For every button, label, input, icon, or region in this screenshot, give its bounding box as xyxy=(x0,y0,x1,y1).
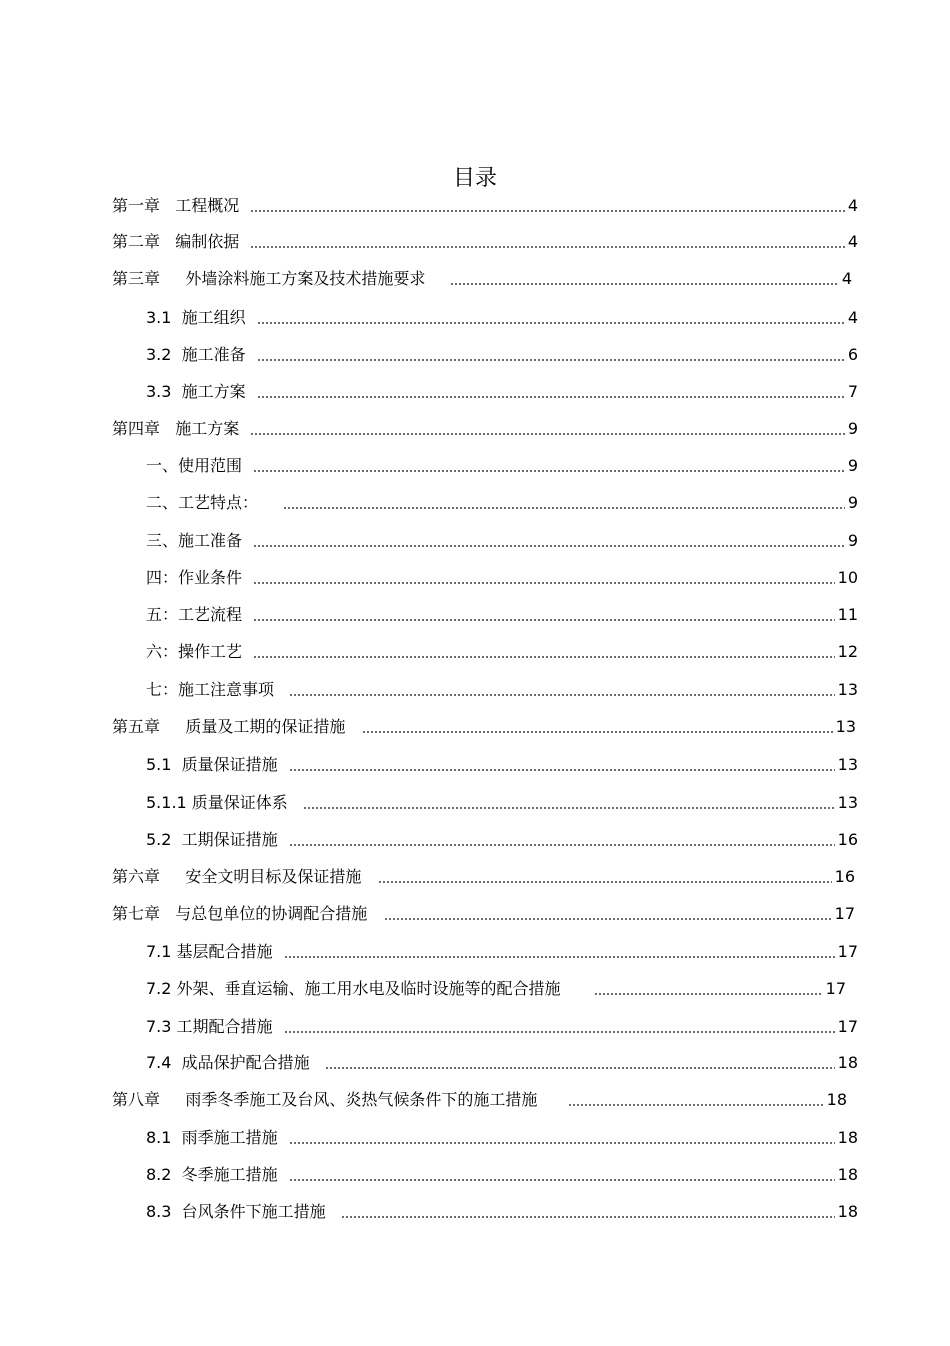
toc-entry[interactable] xyxy=(146,491,858,515)
toc-entry-label: 七：施工注意事项 xyxy=(146,680,275,699)
toc-entry-label: 第一章 工程概况 xyxy=(112,196,240,215)
toc-entry[interactable] xyxy=(112,715,856,739)
toc-entry-leader xyxy=(253,640,835,664)
toc-entry-leader xyxy=(253,603,835,627)
toc-entry[interactable] xyxy=(146,603,858,627)
toc-entry-page-number: 18 xyxy=(837,1165,858,1184)
toc-entry-page-number: 18 xyxy=(826,1090,847,1109)
toc-entry-page-number: 17 xyxy=(837,942,858,961)
toc-entry-page-number: 4 xyxy=(847,308,858,327)
toc-entry-page-number: 13 xyxy=(837,755,858,774)
toc-entry-leader xyxy=(289,1126,835,1150)
toc-entry-page-number: 13 xyxy=(837,680,858,699)
toc-entry[interactable] xyxy=(146,529,858,553)
toc-entry-leader xyxy=(362,715,832,739)
toc-entry-leader xyxy=(284,1015,835,1039)
toc-entry[interactable] xyxy=(146,977,846,1001)
toc-entry-label: 7.1 基层配合措施 xyxy=(146,942,273,961)
toc-entry-page-number: 16 xyxy=(834,867,855,886)
toc-entry[interactable] xyxy=(146,1051,858,1075)
toc-entry[interactable] xyxy=(146,380,858,404)
toc-entry-page-number: 9 xyxy=(847,456,858,475)
toc-entry-leader xyxy=(253,529,845,553)
toc-entry-leader xyxy=(289,1163,835,1187)
toc-entry-page-number: 17 xyxy=(837,1017,858,1036)
toc-entry-page-number: 4 xyxy=(847,232,858,251)
toc-entry[interactable] xyxy=(146,1015,858,1039)
toc-entry-page-number: 10 xyxy=(837,568,858,587)
toc-entry-leader xyxy=(341,1200,835,1224)
toc-entry-page-number: 17 xyxy=(825,979,846,998)
toc-entry-label: 3.3 施工方案 xyxy=(146,382,246,401)
toc-entry-page-number: 9 xyxy=(847,531,858,550)
toc-entry-label: 第四章 施工方案 xyxy=(112,419,240,438)
toc-entry[interactable] xyxy=(146,940,858,964)
toc-entry[interactable] xyxy=(146,1163,858,1187)
toc-entry-page-number: 11 xyxy=(837,605,858,624)
toc-entry-label: 8.3 台风条件下施工措施 xyxy=(146,1202,326,1221)
toc-entry[interactable] xyxy=(146,306,858,330)
toc-entry-label: 8.1 雨季施工措施 xyxy=(146,1128,278,1147)
toc-entry-leader xyxy=(289,753,835,777)
toc-entry-leader xyxy=(594,977,823,1001)
toc-entry-page-number: 4 xyxy=(847,196,858,215)
toc-entry-leader xyxy=(303,791,835,815)
toc-entry[interactable] xyxy=(112,267,852,291)
toc-entry-page-number: 13 xyxy=(835,717,856,736)
toc-entry-leader xyxy=(289,828,835,852)
toc-entry-label: 第二章 编制依据 xyxy=(112,232,240,251)
toc-entry-label: 第五章 质量及工期的保证措施 xyxy=(112,717,346,736)
toc-entry-leader xyxy=(450,267,838,291)
toc-entry[interactable] xyxy=(112,865,855,889)
toc-entry-label: 7.4 成品保护配合措施 xyxy=(146,1053,310,1072)
toc-entry-leader xyxy=(284,940,835,964)
toc-entry[interactable] xyxy=(146,343,858,367)
toc-entry-label: 8.2 冬季施工措施 xyxy=(146,1165,278,1184)
toc-entry-label: 五：工艺流程 xyxy=(146,605,243,624)
toc-entry-page-number: 9 xyxy=(847,493,858,512)
toc-entry-label: 四：作业条件 xyxy=(146,568,243,587)
toc-entry[interactable] xyxy=(146,753,858,777)
toc-entry-leader xyxy=(257,306,845,330)
toc-entry-label: 第八章 雨季冬季施工及台风、炎热气候条件下的施工措施 xyxy=(112,1090,538,1109)
toc-entry-leader xyxy=(568,1088,823,1112)
toc-entry-leader xyxy=(384,902,831,926)
toc-entry-leader xyxy=(253,566,835,590)
toc-entry-page-number: 18 xyxy=(837,1053,858,1072)
toc-title: 目录 xyxy=(452,166,497,191)
toc-entry-leader xyxy=(289,678,835,702)
toc-entry[interactable] xyxy=(112,902,855,926)
toc-entry-leader xyxy=(253,454,845,478)
toc-entry[interactable] xyxy=(146,1200,858,1224)
toc-entry-label: 5.1 质量保证措施 xyxy=(146,755,278,774)
toc-entry[interactable] xyxy=(146,791,858,815)
toc-entry-label: 5.2 工期保证措施 xyxy=(146,830,278,849)
toc-entry[interactable] xyxy=(146,454,858,478)
toc-entry-leader xyxy=(325,1051,835,1075)
toc-entry-label: 7.3 工期配合措施 xyxy=(146,1017,273,1036)
toc-entry-leader xyxy=(378,865,831,889)
toc-entry-label: 3.1 施工组织 xyxy=(146,308,246,327)
toc-entry[interactable] xyxy=(112,194,858,218)
toc-entry[interactable] xyxy=(112,230,858,254)
toc-entry[interactable] xyxy=(146,566,858,590)
toc-entry-leader xyxy=(250,417,845,441)
toc-entry-page-number: 17 xyxy=(834,904,855,923)
toc-entry-label: 二、工艺特点： xyxy=(146,493,259,512)
toc-entry[interactable] xyxy=(146,678,858,702)
toc-entry-label: 六：操作工艺 xyxy=(146,642,243,661)
toc-entry-page-number: 4 xyxy=(841,269,852,288)
toc-entry-label: 第三章 外墙涂料施工方案及技术措施要求 xyxy=(112,269,426,288)
toc-entry-leader xyxy=(250,230,845,254)
toc-entry[interactable] xyxy=(112,1088,847,1112)
toc-entry[interactable] xyxy=(146,1126,858,1150)
toc-entry-page-number: 18 xyxy=(837,1128,858,1147)
toc-entry-label: 3.2 施工准备 xyxy=(146,345,246,364)
toc-entry-label: 7.2 外架、垂直运输、施工用水电及临时设施等的配合措施 xyxy=(146,979,561,998)
toc-entry[interactable] xyxy=(146,640,858,664)
toc-entry[interactable] xyxy=(112,417,858,441)
toc-entry-page-number: 7 xyxy=(847,382,858,401)
toc-entry-label: 第七章 与总包单位的协调配合措施 xyxy=(112,904,368,923)
toc-entry-label: 第六章 安全文明目标及保证措施 xyxy=(112,867,362,886)
toc-entry-page-number: 13 xyxy=(837,793,858,812)
toc-entry[interactable] xyxy=(146,828,858,852)
toc-entry-page-number: 16 xyxy=(837,830,858,849)
toc-entry-label: 三、施工准备 xyxy=(146,531,243,550)
toc-entry-leader xyxy=(257,380,845,404)
toc-entry-leader xyxy=(257,343,845,367)
toc-entry-leader xyxy=(250,194,845,218)
toc-entry-page-number: 12 xyxy=(837,642,858,661)
toc-entry-leader xyxy=(283,491,845,515)
toc-entry-label: 5.1.1 质量保证体系 xyxy=(146,793,288,812)
toc-entry-page-number: 18 xyxy=(837,1202,858,1221)
toc-entry-label: 一、使用范围 xyxy=(146,456,243,475)
toc-entry-page-number: 6 xyxy=(847,345,858,364)
toc-entry-page-number: 9 xyxy=(847,419,858,438)
